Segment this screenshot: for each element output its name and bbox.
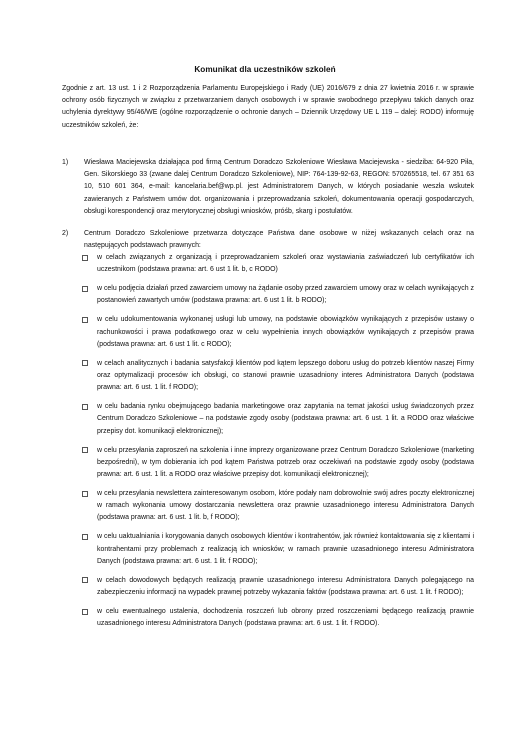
- list-item: [82, 606, 474, 630]
- list-item: [82, 252, 474, 276]
- section-number: 2): [62, 230, 69, 237]
- checkbox-square-icon: [82, 534, 88, 540]
- checkbox-square-icon: [82, 360, 88, 366]
- list-item: [82, 401, 474, 438]
- section-text: Wiesława Maciejewska działająca pod firmą Centrum Doradczo Szkoleniowe Wiesława Maciejewska - siedziba: 64-920 Piła, Gen. Sikorskiego 33 (zwane dalej Centrum Doradczo Szkoleniowe), NIP: 764-139-92-63, REGON: 570265518, tel. 67 351 63 10, 510 601 364, e-mail: kancelaria.bef@wp.pl. jest Administratorem Danych, w których posiadanie weszła wskutek zawieranych z Państwem umów dot. organizowania i przeprowadzania szkoleń, dokumentowania operacji gospodarczych, obsługi korespondencji oraz merytorycznej obsługi wniosków, próśb, skarg i postulatów.: [84, 159, 474, 215]
- list-item-text: w celu udokumentowania wykonanej usługi lub umowy, na podstawie obowiązków wynikających z przepisów ustawy o rachunkowości i prawa podatkowego oraz w celu wypełnienia innych obowiązków wynikających z przepisów prawa (podstawa prawna: art. 6 ust 1 lit. c RODO);: [97, 316, 474, 348]
- purpose-list: [82, 252, 474, 637]
- list-item: [82, 314, 474, 351]
- list-item: [82, 445, 474, 482]
- list-item-text: w celu przesyłania newslettera zainteresowanym osobom, które podały nam dobrowolnie swój adres poczty elektronicznej w ramach wykonania umowy dostarczania newslettera oraz prawnie uzasadnionego interesu Administratora Danych (podstawa prawna: art. 6 ust. 1 lit. b, f RODO);: [97, 490, 474, 522]
- checkbox-square-icon: [82, 286, 88, 292]
- list-item-text: w celu podjęcia działań przed zawarciem umowy na żądanie osoby przed zawarciem umowy oraz w celach wynikających z postanowień zawartych umów (podstawa prawna: art. 6 ust 1 lit. b RODO);: [97, 285, 474, 305]
- list-item-text: w celu ewentualnego ustalenia, dochodzenia roszczeń lub obrony przed roszczeniami będącego realizacją prawnie uzasadnionego interesu Administratora Danych (podstawa prawna: art. 6 ust. 1 lit. f RODO).: [97, 608, 474, 628]
- checkbox-square-icon: [82, 255, 88, 261]
- list-item-text: w celach związanych z organizacją i przeprowadzaniem szkoleń oraz wystawiania zaświadczeń lub certyfikatów ich uczestnikom (podstawa prawna: art. 6 ust 1 lit. b, c RODO): [97, 254, 474, 274]
- checkbox-square-icon: [82, 609, 88, 615]
- list-item-text: w celu przesyłania zaproszeń na szkolenia i inne imprezy organizowane przez Centrum Doradczo Szkoleniowe (marketing bezpośredni), w tym dobierania ich pod kątem Państwa potrzeb oraz oczekiwań na podstawie zgody osoby (podstawa prawna: art. 6 ust. 1 lit. a RODO oraz właściwe przepisy dot. komunikacji elektronicznej);: [97, 446, 474, 479]
- intro-paragraph: Zgodnie z art. 13 ust. 1 i 2 Rozporządzenia Parlamentu Europejskiego i Rady (UE) 2016/679 z dnia 27 kwietnia 2016 r. w sprawie ochrony osób fizycznych w związku z przetwarzaniem danych osobowych i w sprawie swobodnego przepływu takich danych oraz uchylenia dyrektywy 95/46/WE (ogólne rozporządzenie o ochronie danych – Dziennik Urzędowy UE L 119 – dalej: RODO) informuję uczestników szkoleń, że:: [62, 85, 474, 129]
- section-1: [62, 157, 474, 218]
- section-2: [62, 228, 474, 252]
- section-text: Centrum Doradczo Szkoleniowe przetwarza dotyczące Państwa dane osobowe w niżej wskazanych celach oraz na następujących podstawach prawnych:: [84, 230, 474, 250]
- checkbox-square-icon: [82, 404, 88, 410]
- document-title: Komunikat dla uczestników szkoleń: [194, 65, 336, 74]
- checkbox-square-icon: [82, 317, 88, 323]
- checkbox-square-icon: [82, 577, 88, 583]
- list-item: [82, 283, 474, 307]
- list-item-text: w celu badania rynku obejmującego badania marketingowe oraz zapytania na temat jakości usług świadczonych przez Centrum Doradczo Szkoleniowe – na podstawie zgody osoby (podstawa prawna: art. 6 ust. 1 lit. a RODO oraz właściwe przepisy dot. komunikacji elektronicznej);: [97, 403, 474, 435]
- checkbox-square-icon: [82, 491, 88, 497]
- checkbox-square-icon: [82, 447, 88, 453]
- list-item: [82, 358, 474, 395]
- list-item: [82, 488, 474, 525]
- list-item-text: w celach dowodowych będących realizacją prawnie uzasadnionego interesu Administratora Danych polegającego na zabezpieczeniu informacji na wypadek prawnej potrzeby wykazania faktów (podstawa prawna: art. 6 ust. 1 lit. f RODO);: [97, 576, 474, 597]
- list-item: [82, 575, 474, 599]
- list-item-text: w celu uaktualniania i korygowania danych osobowych klientów i kontrahentów, jak również kontaktowania się z klientami i kontrahentami przy problemach z realizacją ich wniosków; w ramach prawnie uzasadnionego interesu Administratora Danych (podstawa prawna: art. 6 ust. 1 lit. f RODO);: [97, 533, 474, 565]
- list-item: [82, 531, 474, 568]
- list-item-text: w celach analitycznych i badania satysfakcji klientów pod kątem lepszego doboru usług do potrzeb klientów naszej Firmy oraz optymalizacji procesów ich obsługi, co stanowi prawnie uzasadniony interes Administratora Danych (podstawa prawna: art. 6 ust. 1 lit. f RODO);: [97, 359, 474, 392]
- section-number: 1): [62, 159, 69, 166]
